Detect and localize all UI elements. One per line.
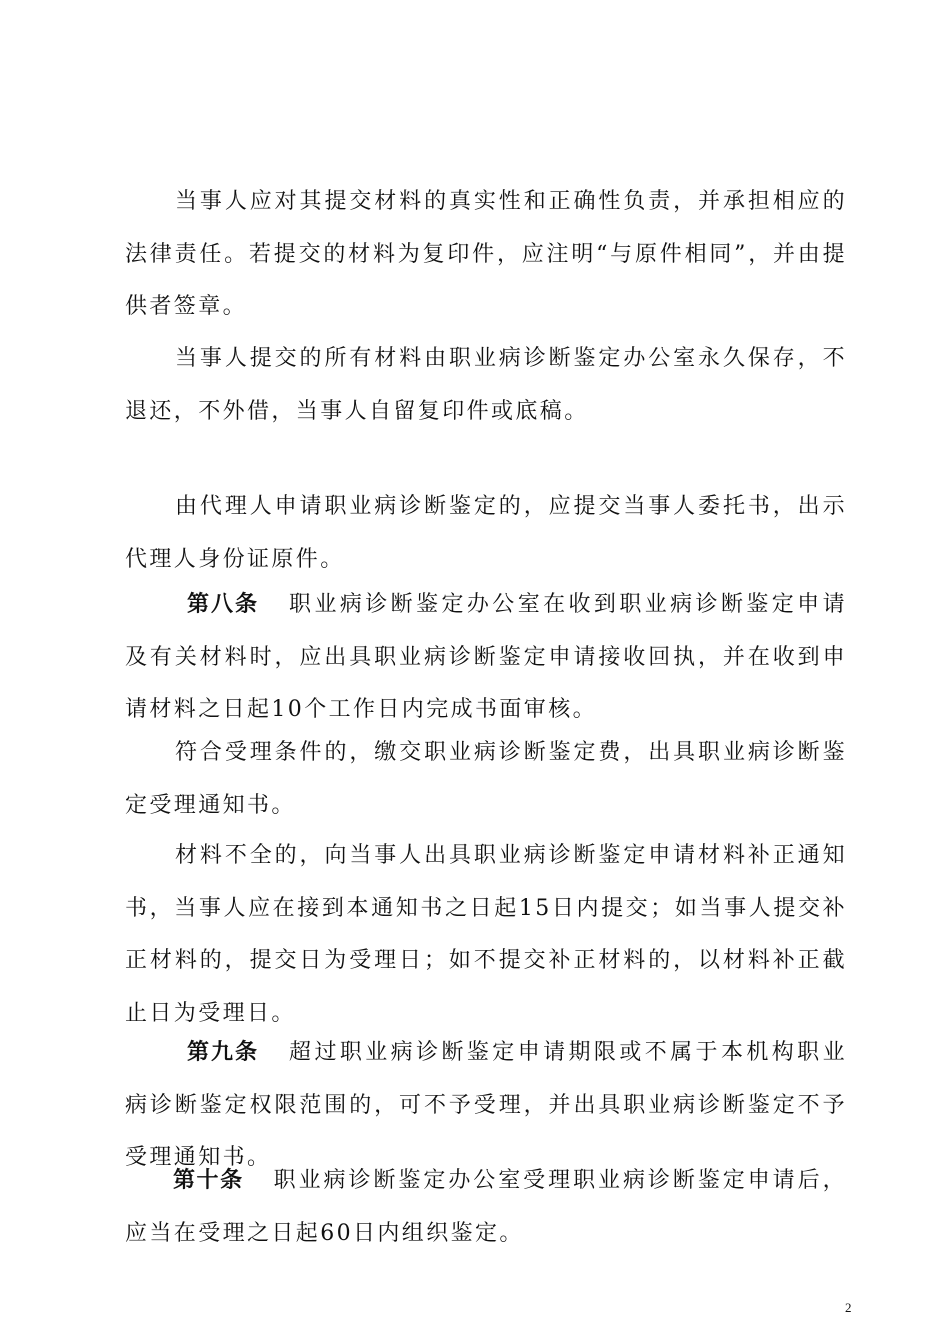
paragraph-agent-application: 由代理人申请职业病诊断鉴定的，应提交当事人委托书，出示代理人身份证原件。: [125, 494, 847, 572]
paragraph-material-storage: 当事人提交的所有材料由职业病诊断鉴定办公室永久保存，不退还，不外借，当事人自留复印件或底稿。: [125, 346, 847, 424]
article-10: [125, 1155, 847, 1260]
paragraph-acceptance-conditions: 符合受理条件的，缴交职业病诊断鉴定费，出具职业病诊断鉴定受理通知书。: [125, 740, 847, 818]
article-8-body: 职业病诊断鉴定办公室在收到职业病诊断鉴定申请及有关材料时，应出具职业病诊断鉴定申请接收回执，并在收到申请材料之日起10个工作日内完成书面审核。: [125, 592, 847, 722]
article-10-heading: 第十条: [173, 1168, 244, 1193]
page-number: 2: [845, 1300, 852, 1315]
article-9-heading: 第九条: [187, 1040, 260, 1065]
article-10-body: 职业病诊断鉴定办公室受理职业病诊断鉴定申请后，应当在受理之日起60日内组织鉴定。: [125, 1168, 847, 1246]
paragraph-material-responsibility: 当事人应对其提交材料的真实性和正确性负责，并承担相应的法律责任。若提交的材料为复印件，应注明“与原件相同”，并由提供者签章。: [125, 189, 847, 319]
article-9-body: 超过职业病诊断鉴定申请期限或不属于本机构职业病诊断鉴定权限范围的，可不予受理，并出具职业病诊断鉴定不予受理通知书。: [125, 1040, 847, 1170]
paragraph-incomplete-materials: 材料不全的，向当事人出具职业病诊断鉴定申请材料补正通知书，当事人应在接到本通知书之日起15日内提交；如当事人提交补正材料的，提交日为受理日；如不提交补正材料的，以材料补正截止日为受理日。: [125, 843, 847, 1026]
article-8: [125, 579, 847, 737]
article-8-heading: 第八条: [187, 592, 260, 617]
